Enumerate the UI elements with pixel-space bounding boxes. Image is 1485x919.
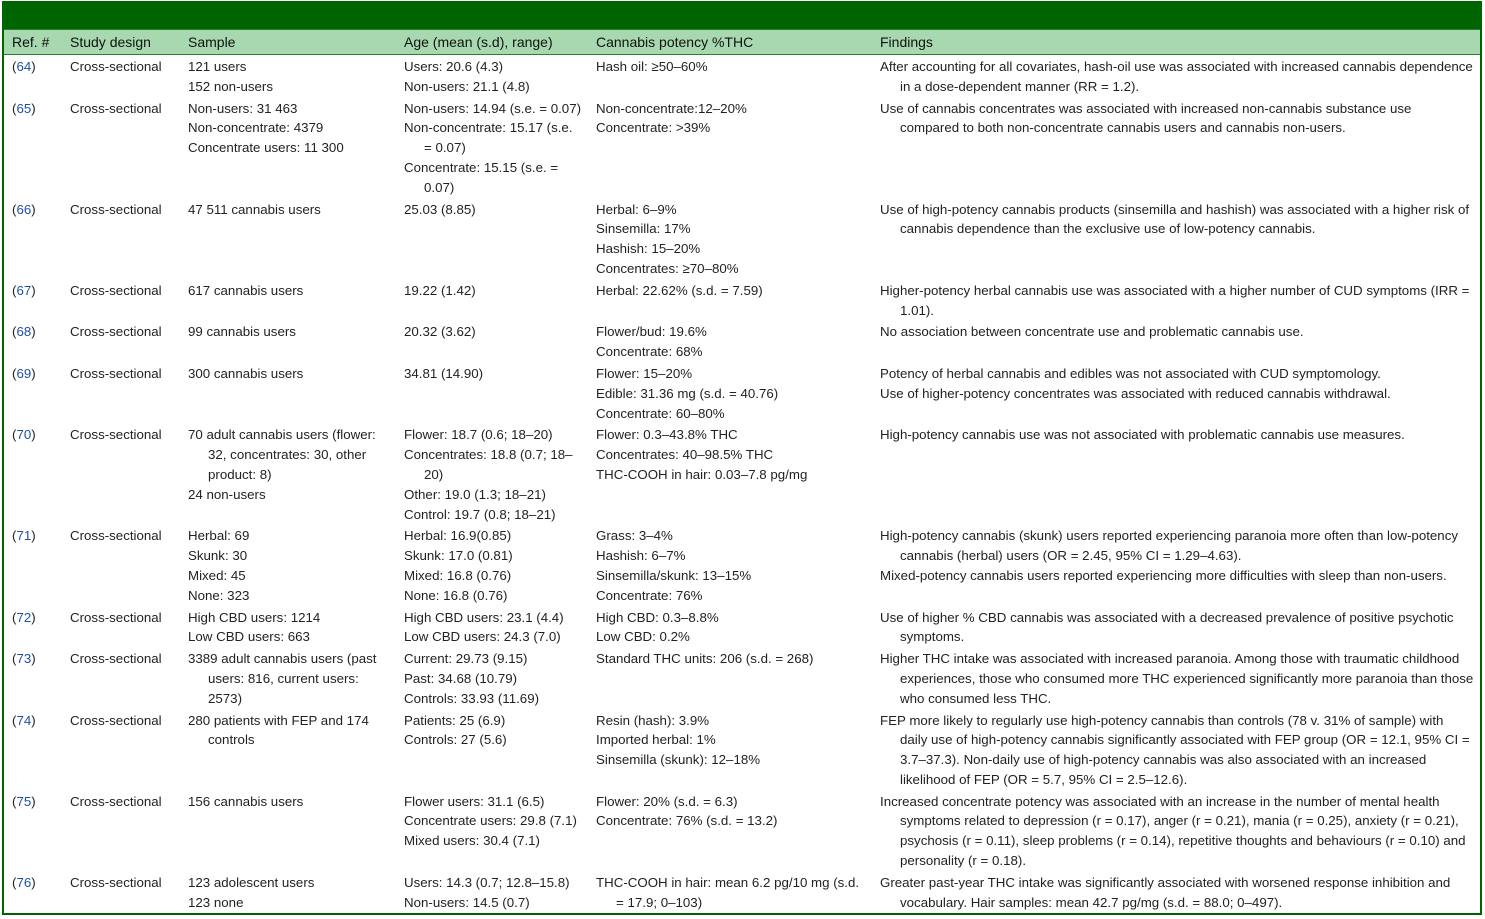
cell-age-line: 19.22 (1.42) xyxy=(404,282,476,298)
cell-findings-line: After accounting for all covariates, hash-oil use was associated with increased cannabis dependence in a dose-dependent manner (RR = 1.2). xyxy=(880,59,1473,94)
cell-ref xyxy=(4,55,62,97)
cell-ref xyxy=(4,279,62,321)
cell-findings-line: Higher-potency herbal cannabis use was associated with a higher number of CUD symptoms (IRR = 1.01). xyxy=(880,282,1470,318)
cell-sample-line: Mixed: 45 xyxy=(188,567,246,583)
cell-sample-line: 121 users xyxy=(188,59,247,74)
cell-ref xyxy=(4,423,62,524)
cell-potency-line: Non-concentrate:12–20% xyxy=(596,100,747,116)
cell-findings-line: Higher THC intake was associated with increased paranoia. Among those with traumatic childhood experiences, those who consumed more THC experienced significantly more paranoia than those who consumed less THC. xyxy=(880,651,1474,706)
reference-link[interactable]: (74) xyxy=(12,712,36,728)
table-row xyxy=(4,423,1480,524)
cell-potency-line: THC-COOH in hair: mean 6.2 pg/10 mg (s.d. = 17.9; 0–103) xyxy=(596,874,860,910)
cell-age xyxy=(396,97,588,198)
cell-findings-line: Potency of herbal cannabis and edibles was not associated with CUD symptomology. xyxy=(880,365,1381,381)
reference-link[interactable]: (71) xyxy=(12,528,36,544)
cell-sample xyxy=(180,647,396,708)
cell-age-line: Non-concentrate: 15.17 (s.e. = 0.07) xyxy=(404,120,573,156)
cell-ref xyxy=(4,871,62,913)
cell-potency-line: Grass: 3–4% xyxy=(596,528,673,544)
table-row xyxy=(4,362,1480,423)
studies-table xyxy=(4,29,1480,912)
cell-findings-line: Greater past-year THC intake was significantly associated with worsened response inhibition and vocabulary. Hair samples: mean 42.7 pg/mg (s.d. = 88.0; 0–497). xyxy=(880,874,1451,910)
cell-potency-line: Flower: 15–20% xyxy=(596,365,693,381)
cell-potency xyxy=(588,871,872,913)
cell-sample xyxy=(180,198,396,279)
cell-potency xyxy=(588,362,872,423)
cell-age-line: Herbal: 16.9(0.85) xyxy=(404,528,512,544)
cell-age-line: Skunk: 17.0 (0.81) xyxy=(404,548,513,564)
cell-sample xyxy=(180,709,396,790)
cell-age-line: Controls: 27 (5.6) xyxy=(404,732,507,748)
cell-age-line: 20.32 (3.62) xyxy=(404,324,476,340)
cell-potency-line: Edible: 31.36 mg (s.d. = 40.76) xyxy=(596,385,779,401)
cell-age-line: Flower: 18.7 (0.6; 18–20) xyxy=(404,427,553,443)
cell-potency-line: Sinsemilla/skunk: 13–15% xyxy=(596,567,752,583)
reference-number[interactable]: 74 xyxy=(16,712,32,728)
cell-findings-line: No association between concentrate use and problematic cannabis use. xyxy=(880,324,1304,340)
cell-age-line: Current: 29.73 (9.15) xyxy=(404,651,528,667)
cell-findings xyxy=(872,790,1480,871)
reference-number[interactable]: 70 xyxy=(16,427,32,443)
cell-sample-line: Herbal: 69 xyxy=(188,528,250,544)
cell-age xyxy=(396,524,588,605)
cell-potency-line: High CBD: 0.3–8.8% xyxy=(596,609,719,625)
cell-potency-line: Concentrate: >39% xyxy=(596,120,711,136)
cell-age-line: Other: 19.0 (1.3; 18–21) xyxy=(404,486,546,502)
reference-link[interactable]: (70) xyxy=(12,427,36,443)
header-ref: Ref. # xyxy=(4,30,62,55)
cell-potency-line: Hashish: 6–7% xyxy=(596,548,686,564)
reference-number[interactable]: 69 xyxy=(16,365,32,381)
reference-link[interactable]: (76) xyxy=(12,874,36,890)
cell-sample xyxy=(180,790,396,871)
cell-findings-line: Use of cannabis concentrates was associated with increased non-cannabis substance use compared to both non-concentrate cannabis users and cannabis non-users. xyxy=(880,100,1412,136)
cell-potency-line: THC-COOH in hair: 0.03–7.8 pg/mg xyxy=(596,466,808,482)
cell-sample xyxy=(180,606,396,648)
cell-ref xyxy=(4,606,62,648)
reference-link[interactable]: (64) xyxy=(12,59,36,74)
cell-potency-line: Herbal: 6–9% xyxy=(596,201,677,217)
cell-study-design: Cross-sectional xyxy=(70,528,162,544)
cell-findings xyxy=(872,423,1480,524)
cell-potency-line: Sinsemilla (skunk): 12–18% xyxy=(596,752,761,768)
reference-link[interactable]: (69) xyxy=(12,365,36,381)
cell-potency-line: Concentrate: 76% xyxy=(596,587,703,603)
reference-number[interactable]: 76 xyxy=(16,874,32,890)
cell-sample-line: 300 cannabis users xyxy=(188,365,304,381)
cell-age-line: Concentrates: 18.8 (0.7; 18–20) xyxy=(404,447,573,482)
cell-sample-line: 280 patients with FEP and 174 controls xyxy=(188,712,369,748)
cell-potency xyxy=(588,790,872,871)
cell-potency xyxy=(588,198,872,279)
cell-study-design: Cross-sectional xyxy=(70,651,162,667)
header-age: Age (mean (s.d), range) xyxy=(396,30,588,55)
cell-potency xyxy=(588,647,872,708)
cell-study-design: Cross-sectional xyxy=(70,427,162,443)
table-row xyxy=(4,320,1480,362)
cell-age xyxy=(396,709,588,790)
cell-findings xyxy=(872,279,1480,321)
cell-sample-line: 70 adult cannabis users (flower: 32, concentrates: 30, other product: 8) xyxy=(188,427,376,482)
cell-ref xyxy=(4,320,62,362)
cell-findings xyxy=(872,320,1480,362)
cell-sample-line: Non-concentrate: 4379 xyxy=(188,120,324,136)
cell-age xyxy=(396,320,588,362)
cell-potency xyxy=(588,320,872,362)
cell-potency-line: Concentrate: 68% xyxy=(596,344,703,360)
cell-sample-line: Non-users: 31 463 xyxy=(188,100,298,116)
cell-potency xyxy=(588,55,872,97)
cell-study-design: Cross-sectional xyxy=(70,201,162,217)
cell-sample xyxy=(180,423,396,524)
cell-age-line: Non-users: 14.94 (s.e. = 0.07) xyxy=(404,100,582,116)
cell-age-line: 34.81 (14.90) xyxy=(404,365,484,381)
header-potency: Cannabis potency %THC xyxy=(588,30,872,55)
cell-age-line: Control: 19.7 (0.8; 18–21) xyxy=(404,506,556,522)
cell-potency-line: Flower: 0.3–43.8% THC xyxy=(596,427,738,443)
cell-sample xyxy=(180,524,396,605)
header-sample: Sample xyxy=(180,30,396,55)
cell-potency-line: Concentrates: ≥70–80% xyxy=(596,260,739,276)
cell-potency xyxy=(588,423,872,524)
cell-findings-line: High-potency cannabis (skunk) users reported experiencing paranoia more often than low-potency cannabis (herbal) users (OR = 2.45, 95% CI = 1.29–4.63). xyxy=(880,528,1458,564)
cell-potency-line: Flower/bud: 19.6% xyxy=(596,324,707,340)
reference-link[interactable]: (66) xyxy=(12,201,36,217)
cell-sample-line: 152 non-users xyxy=(188,78,274,94)
cell-age-line: Concentrate users: 29.8 (7.1) xyxy=(404,813,577,829)
cell-study-design: Cross-sectional xyxy=(70,874,162,890)
cell-sample-line: 123 adolescent users xyxy=(188,874,315,890)
cell-potency-line: Sinsemilla: 17% xyxy=(596,221,691,237)
cell-age-line: Concentrate: 15.15 (s.e. = 0.07) xyxy=(404,159,559,195)
cell-age-line: Users: 20.6 (4.3) xyxy=(404,59,504,74)
reference-number[interactable]: 65 xyxy=(16,100,32,116)
cell-potency-line: Resin (hash): 3.9% xyxy=(596,712,710,728)
reference-link[interactable]: (75) xyxy=(12,793,36,809)
cell-findings xyxy=(872,709,1480,790)
cell-age xyxy=(396,198,588,279)
table-row xyxy=(4,709,1480,790)
table-row xyxy=(4,524,1480,605)
cell-age-line: Controls: 33.93 (11.69) xyxy=(404,690,540,706)
cell-sample xyxy=(180,279,396,321)
table-row xyxy=(4,647,1480,708)
cell-age-line: 25.03 (8.85) xyxy=(404,201,476,217)
cell-sample-line: 123 none xyxy=(188,894,244,910)
cell-potency-line: Concentrate: 76% (s.d. = 13.2) xyxy=(596,813,778,829)
cell-age-line: Low CBD users: 24.3 (7.0) xyxy=(404,629,561,645)
cell-potency-line: Concentrates: 40–98.5% THC xyxy=(596,447,774,463)
table-frame xyxy=(2,1,1482,915)
reference-link[interactable]: (73) xyxy=(12,651,36,667)
cell-study-design: Cross-sectional xyxy=(70,712,162,728)
cell-potency-line: Imported herbal: 1% xyxy=(596,732,716,748)
cell-sample-line: None: 323 xyxy=(188,587,250,603)
reference-number[interactable]: 68 xyxy=(16,324,32,340)
reference-number[interactable]: 67 xyxy=(16,282,32,298)
reference-number[interactable]: 71 xyxy=(16,528,32,544)
cell-age-line: Mixed: 16.8 (0.76) xyxy=(404,567,512,583)
cell-age-line: None: 16.8 (0.76) xyxy=(404,587,508,603)
header-findings: Findings xyxy=(872,30,1480,55)
table-row xyxy=(4,198,1480,279)
cell-potency-line: Flower: 20% (s.d. = 6.3) xyxy=(596,793,738,809)
cell-findings xyxy=(872,647,1480,708)
cell-sample-line: 617 cannabis users xyxy=(188,282,304,298)
cell-age xyxy=(396,423,588,524)
table-row xyxy=(4,97,1480,198)
reference-link[interactable]: (72) xyxy=(12,609,36,625)
cell-age xyxy=(396,790,588,871)
cell-potency xyxy=(588,709,872,790)
cell-findings-line: FEP more likely to regularly use high-potency cannabis than controls (78 v. 31% of sample) with daily use of high-potency cannabis significantly associated with FEP group (OR = 12.1, 95% CI = 3.7–37.3). Non-daily use of high-potency cannabis was also associated with an increased likelihood of FEP (OR = 5.7, 95% CI = 2.5–12.6). xyxy=(880,712,1470,787)
table-row xyxy=(4,606,1480,648)
cell-ref xyxy=(4,647,62,708)
cell-sample xyxy=(180,871,396,913)
cell-age xyxy=(396,647,588,708)
cell-study-design: Cross-sectional xyxy=(70,793,162,809)
cell-age-line: Past: 34.68 (10.79) xyxy=(404,670,518,686)
reference-number[interactable]: 72 xyxy=(16,609,32,625)
cell-findings-line: High-potency cannabis use was not associated with problematic cannabis use measures. xyxy=(880,427,1405,443)
cell-potency xyxy=(588,524,872,605)
cell-sample-line: 99 cannabis users xyxy=(188,324,296,340)
header-study-design: Study design xyxy=(62,30,180,55)
cell-sample-line: 47 511 cannabis users xyxy=(188,201,321,217)
cell-sample-line: 156 cannabis users xyxy=(188,793,304,809)
table-row xyxy=(4,279,1480,321)
cell-sample-line: High CBD users: 1214 xyxy=(188,609,321,625)
cell-potency-line: Herbal: 22.62% (s.d. = 7.59) xyxy=(596,282,763,298)
cell-findings-line: Use of high-potency cannabis products (sinsemilla and hashish) was associated with a higher risk of cannabis dependence than the exclusive use of low-potency cannabis. xyxy=(880,201,1470,237)
cell-age xyxy=(396,871,588,913)
cell-findings xyxy=(872,55,1480,97)
cell-age-line: Non-users: 21.1 (4.8) xyxy=(404,78,530,94)
cell-potency-line: Standard THC units: 206 (s.d. = 268) xyxy=(596,651,814,667)
reference-number[interactable]: 64 xyxy=(16,59,32,74)
cell-sample-line: Low CBD users: 663 xyxy=(188,629,310,645)
cell-sample-line: Concentrate users: 11 300 xyxy=(188,140,344,156)
cell-potency xyxy=(588,97,872,198)
cell-sample xyxy=(180,97,396,198)
cell-sample xyxy=(180,55,396,97)
cell-study-design: Cross-sectional xyxy=(70,365,162,381)
cell-ref xyxy=(4,709,62,790)
cell-potency-line: Low CBD: 0.2% xyxy=(596,629,690,645)
cell-findings xyxy=(872,97,1480,198)
cell-sample xyxy=(180,320,396,362)
cell-age xyxy=(396,606,588,648)
reference-link[interactable]: (68) xyxy=(12,324,36,340)
header-row xyxy=(4,30,1480,55)
cell-age-line: Users: 14.3 (0.7; 12.8–15.8) xyxy=(404,874,570,890)
cell-ref xyxy=(4,362,62,423)
cell-study-design: Cross-sectional xyxy=(70,59,162,74)
cell-sample xyxy=(180,362,396,423)
cell-findings xyxy=(872,362,1480,423)
cell-sample-line: Skunk: 30 xyxy=(188,548,248,564)
cell-age xyxy=(396,362,588,423)
cell-sample-line: 3389 adult cannabis users (past users: 816, current users: 2573) xyxy=(188,651,377,706)
cell-ref xyxy=(4,198,62,279)
cell-age-line: Mixed users: 30.4 (7.1) xyxy=(404,833,540,849)
cell-study-design: Cross-sectional xyxy=(70,324,162,340)
cell-findings xyxy=(872,606,1480,648)
cell-age-line: High CBD users: 23.1 (4.4) xyxy=(404,609,564,625)
cell-potency-line: Concentrate: 60–80% xyxy=(596,405,725,421)
cell-age xyxy=(396,279,588,321)
cell-ref xyxy=(4,790,62,871)
cell-age-line: Non-users: 14.5 (0.7) xyxy=(404,894,530,910)
cell-age-line: Patients: 25 (6.9) xyxy=(404,712,506,728)
table-row xyxy=(4,55,1480,97)
cell-potency xyxy=(588,279,872,321)
cell-study-design: Cross-sectional xyxy=(70,609,162,625)
cell-ref xyxy=(4,97,62,198)
cell-findings xyxy=(872,198,1480,279)
cell-findings-line: Use of higher % CBD cannabis was associated with a decreased prevalence of positive psychotic symptoms. xyxy=(880,609,1454,645)
reference-number[interactable]: 73 xyxy=(16,651,32,667)
cell-study-design: Cross-sectional xyxy=(70,100,162,116)
cell-findings-line: Use of higher-potency concentrates was associated with reduced cannabis withdrawal. xyxy=(880,385,1391,401)
cell-age xyxy=(396,55,588,97)
cell-study-design: Cross-sectional xyxy=(70,282,162,298)
cell-findings xyxy=(872,871,1480,913)
reference-number[interactable]: 75 xyxy=(16,793,32,809)
cell-findings xyxy=(872,524,1480,605)
cell-potency-line: Hashish: 15–20% xyxy=(596,241,701,257)
cell-potency-line: Hash oil: ≥50–60% xyxy=(596,59,708,74)
cell-ref xyxy=(4,524,62,605)
reference-number[interactable]: 66 xyxy=(16,201,32,217)
cell-findings-line: Increased concentrate potency was associated with an increase in the number of mental health symptoms related to depression (r = 0.17), anger (r = 0.21), mania (r = 0.25), anxiety (r = 0.21), psychosis (r = 0.11), sleep problems (r = 0.14), repetitive thoughts and behaviours (r = 0.10) and personality (r = 0.18). xyxy=(880,793,1466,869)
cell-potency xyxy=(588,606,872,648)
cell-sample-line: 24 non-users xyxy=(188,486,266,502)
table-title-bar xyxy=(4,1,1480,29)
table-row xyxy=(4,871,1480,913)
cell-findings-line: Mixed-potency cannabis users reported experiencing more difficulties with sleep than non-users. xyxy=(880,567,1447,583)
table-row xyxy=(4,790,1480,871)
reference-link[interactable]: (65) xyxy=(12,100,36,116)
reference-link[interactable]: (67) xyxy=(12,282,36,298)
cell-age-line: Flower users: 31.1 (6.5) xyxy=(404,793,545,809)
